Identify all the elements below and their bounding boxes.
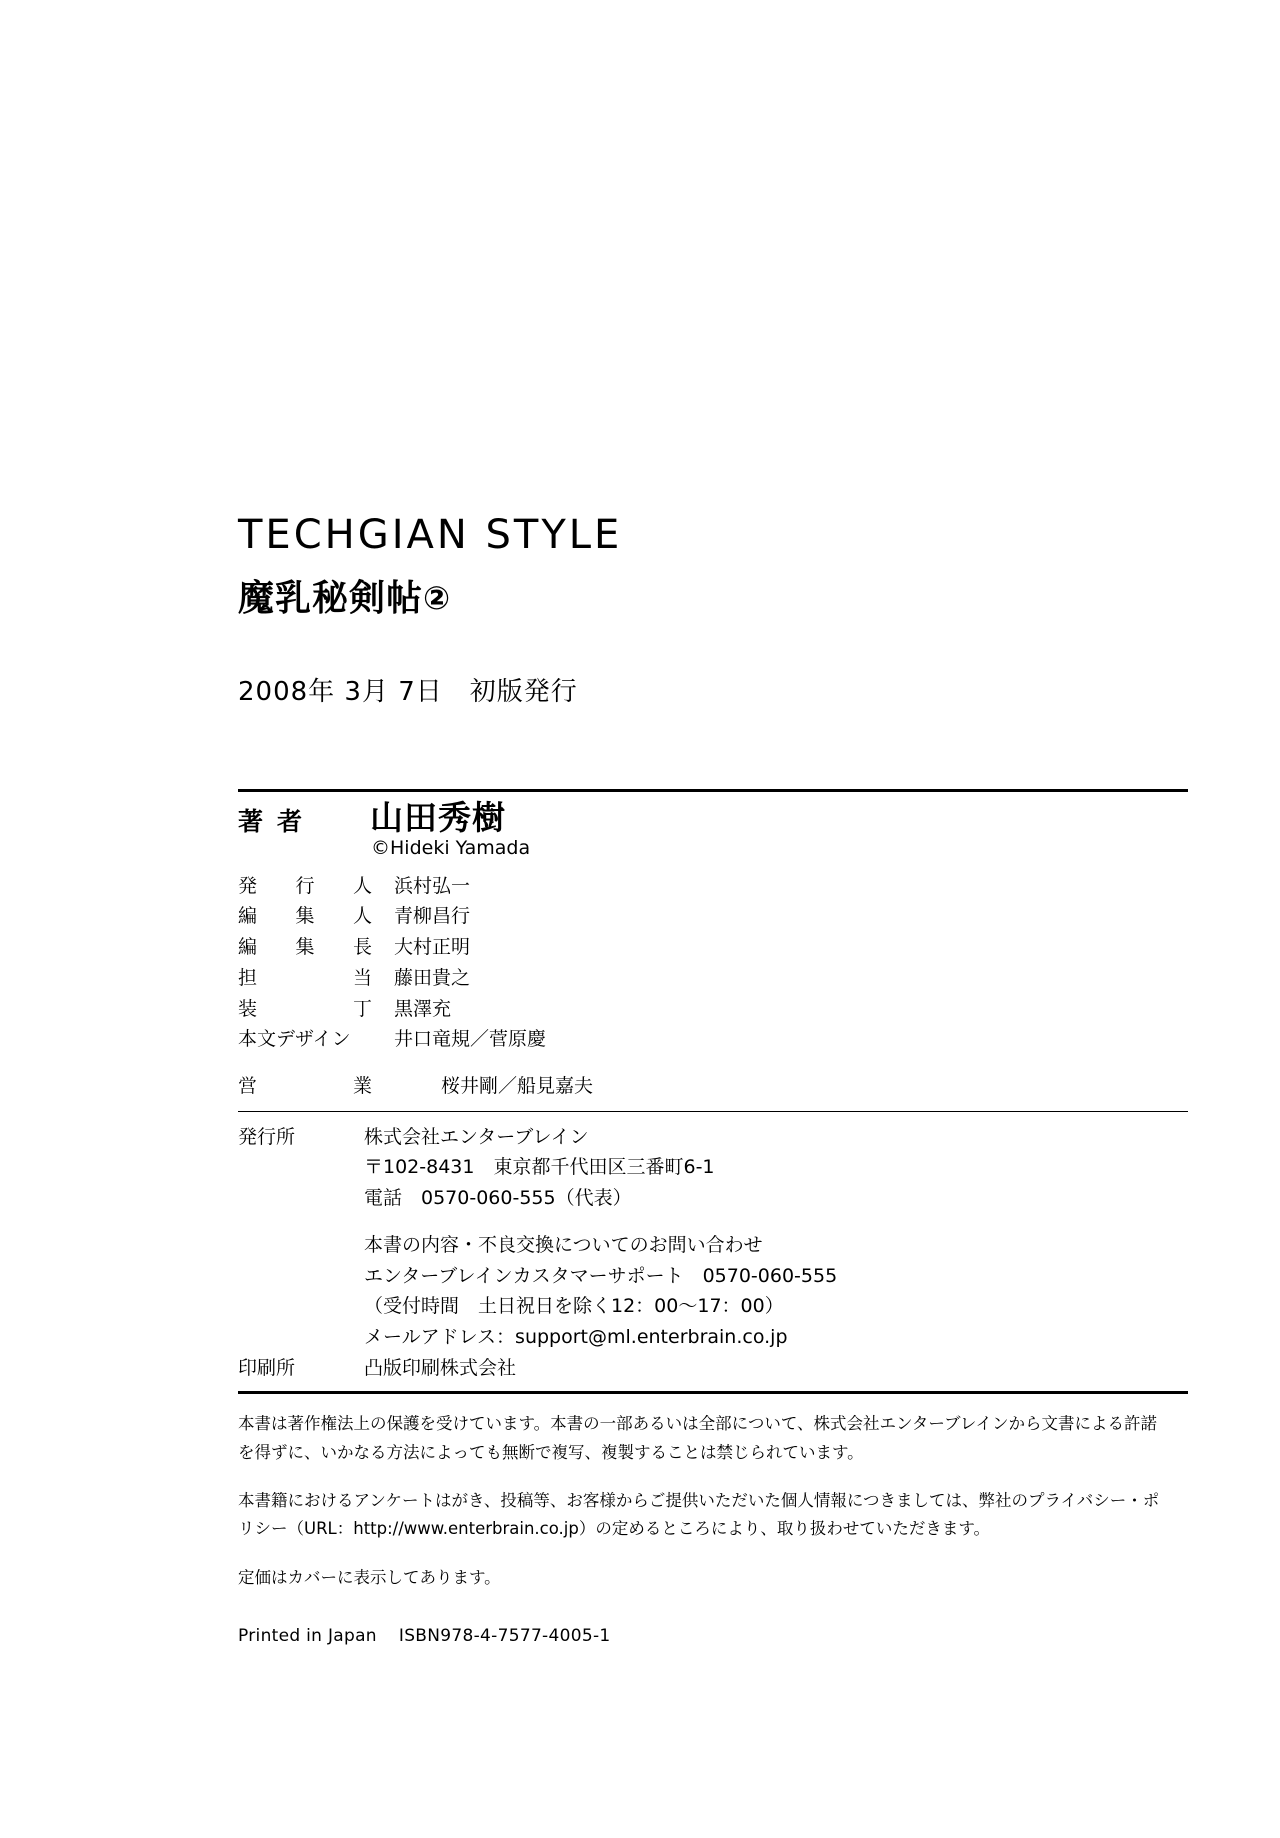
credit-name: 大村正明 [394, 936, 471, 959]
sales-row [238, 1071, 1188, 1101]
sales-name: 桜井剛／船見嘉夫 [441, 1075, 594, 1098]
publication-date: 2008年 3月 7日 初版発行 [238, 677, 578, 707]
publisher-details [364, 1122, 1188, 1353]
author-role-label: 著者 [238, 807, 317, 837]
support-line: エンターブレインカスタマーサポート 0570-060-555 [364, 1264, 838, 1287]
credit-name: 井口竜規／菅原慶 [394, 1028, 547, 1051]
book-volume: ② [423, 579, 452, 617]
legal-privacy: 本書籍におけるアンケートはがき、投稿等、お客様からご提供いただいた個人情報につきましては、弊社のプライバシー・ポリシー（URL：http://www.enterbrain.co.jp）の定めるところにより、取り扱わせていただきます。 [238, 1491, 1160, 1539]
credit-name: 藤田貴之 [394, 966, 471, 989]
legal-copyright: 本書は著作権法上の保護を受けています。本書の一部あるいは全部について、株式会社エンターブレインから文書による許諾を得ずに、いかなる方法によっても無断で複写、複製することは禁じられています。 [238, 1414, 1158, 1462]
printed-in-row [238, 1622, 1173, 1651]
series-title: TECHGIAN STYLE [238, 512, 623, 558]
credit-row [238, 901, 1188, 932]
credit-role: 担 当 [238, 966, 372, 989]
printed-in: Printed in Japan [238, 1626, 377, 1647]
credit-row [238, 871, 1188, 902]
legal-price: 定価はカバーに表示してあります。 [238, 1567, 501, 1587]
isbn: ISBN978-4-7577-4005-1 [398, 1626, 611, 1647]
legal-notices [238, 1394, 1173, 1651]
sales-role-label: 営 業 [238, 1075, 372, 1098]
credit-name: 浜村弘一 [394, 874, 471, 897]
credit-role: 発 行 人 [238, 874, 372, 897]
printer-name: 凸版印刷株式会社 [364, 1356, 517, 1379]
colophon-block [238, 512, 1188, 1651]
credit-role: 本文デザイン [238, 1028, 351, 1051]
author-name-roman: ©Hideki Yamada [371, 836, 531, 859]
printer-label: 印刷所 [238, 1356, 296, 1379]
printer-row [238, 1353, 1188, 1391]
publisher-label: 発行所 [238, 1125, 296, 1148]
author-name: 山田秀樹 [370, 798, 506, 837]
credit-role: 編 集 人 [238, 905, 372, 928]
publisher-block [238, 1112, 1188, 1353]
credit-row [238, 994, 1188, 1025]
credit-name: 黒澤充 [394, 997, 452, 1020]
credit-role: 編 集 長 [238, 936, 372, 959]
book-title-text: 魔乳秘剣帖 [238, 578, 424, 619]
support-hours: （受付時間 土日祝日を除く12：00〜17：00） [364, 1295, 784, 1318]
publisher-name: 株式会社エンターブレイン [364, 1125, 589, 1148]
author-row [238, 792, 1188, 836]
credit-row-design [238, 1024, 1188, 1055]
credit-role: 装 丁 [238, 997, 372, 1020]
support-mail: メールアドレス：support@ml.enterbrain.co.jp [364, 1326, 788, 1349]
spacer [364, 1214, 1188, 1230]
support-heading: 本書の内容・不良交換についてのお問い合わせ [364, 1233, 763, 1256]
credit-row [238, 963, 1188, 994]
publisher-address: 〒102-8431 東京都千代田区三番町6-1 [364, 1156, 715, 1179]
credit-row [238, 932, 1188, 963]
credit-name: 青柳昌行 [394, 905, 471, 928]
book-title [238, 578, 1188, 619]
publisher-phone: 電話 0570-060-555（代表） [364, 1187, 632, 1210]
